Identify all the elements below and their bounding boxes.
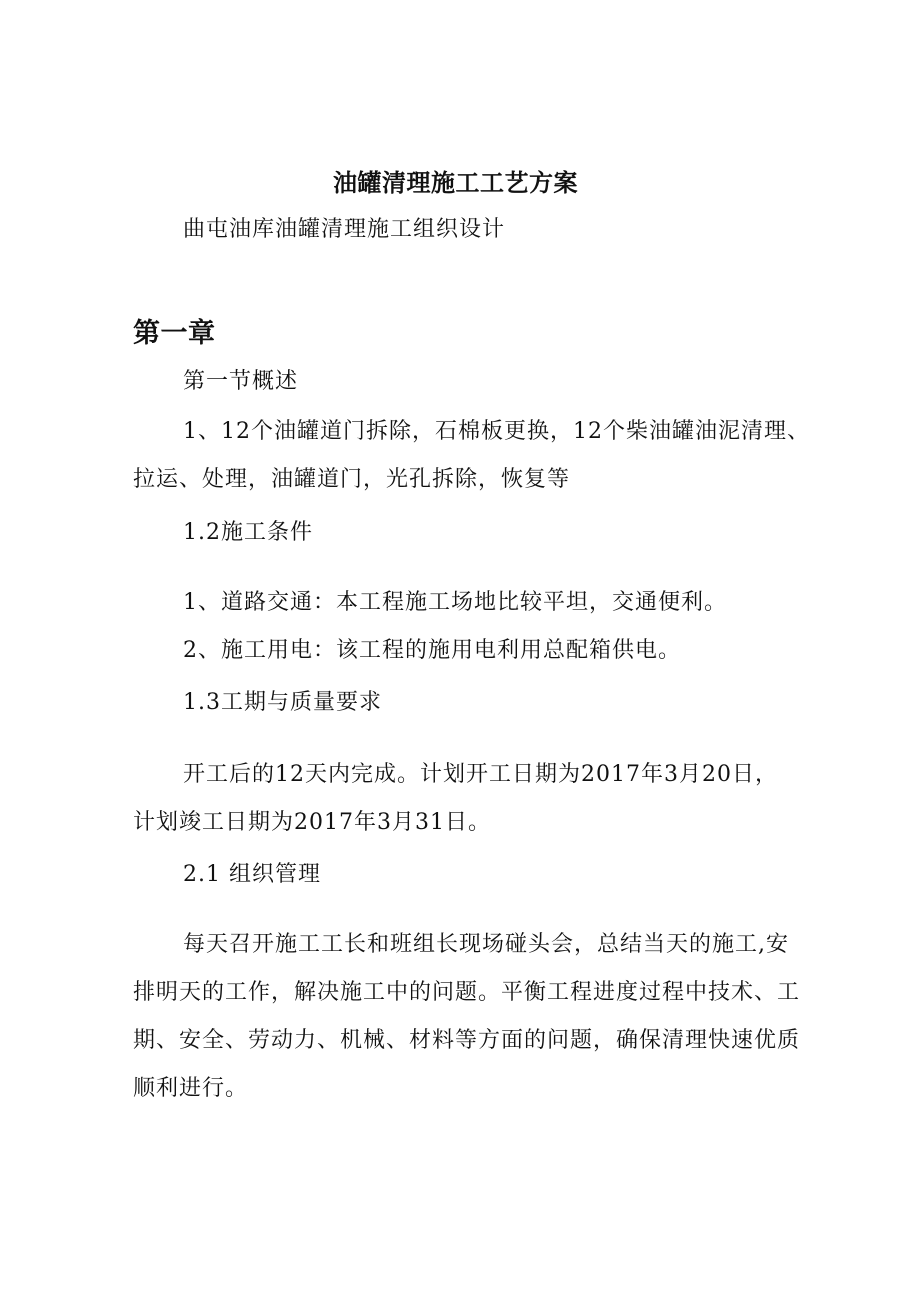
schedule-paragraph-line-1: 开工后的12天内完成。计划开工日期为2017年3月20日， bbox=[183, 762, 778, 787]
condition-item-1: 1、道路交通：本工程施工场地比较平坦，交通便利。 bbox=[183, 590, 727, 615]
overview-paragraph-line-2: 拉运、处理，油罐道门，光孔拆除，恢复等 bbox=[133, 467, 571, 492]
management-paragraph-line-2: 排明天的工作，解决施工中的问题。平衡工程进度过程中技术、工 bbox=[133, 980, 801, 1005]
section-heading-schedule: 1.3工期与质量要求 bbox=[183, 690, 382, 715]
schedule-paragraph-line-2: 计划竣工日期为2017年3月31日。 bbox=[133, 810, 491, 835]
section-heading-overview: 第一节概述 bbox=[183, 369, 299, 394]
document-subtitle: 曲屯油库油罐清理施工组织设计 bbox=[183, 217, 506, 242]
management-paragraph-line-3: 期、安全、劳动力、机械、材料等方面的问题，确保清理快速优质 bbox=[133, 1028, 801, 1053]
document-title: 油罐清理施工工艺方案 bbox=[333, 169, 578, 197]
management-paragraph-line-1: 每天召开施工工长和班组长现场碰头会，总结当天的施工,安 bbox=[183, 932, 789, 957]
chapter-heading: 第一章 bbox=[133, 318, 216, 349]
overview-paragraph-line-1: 1、12个油罐道门拆除，石棉板更换，12个柴油罐油泥清理、 bbox=[183, 419, 810, 444]
section-heading-management: 2.1 组织管理 bbox=[183, 862, 321, 887]
section-heading-conditions: 1.2施工条件 bbox=[183, 520, 313, 545]
condition-item-2: 2、施工用电：该工程的施用电利用总配箱供电。 bbox=[183, 638, 681, 663]
management-paragraph-line-4: 顺利进行。 bbox=[133, 1076, 249, 1101]
